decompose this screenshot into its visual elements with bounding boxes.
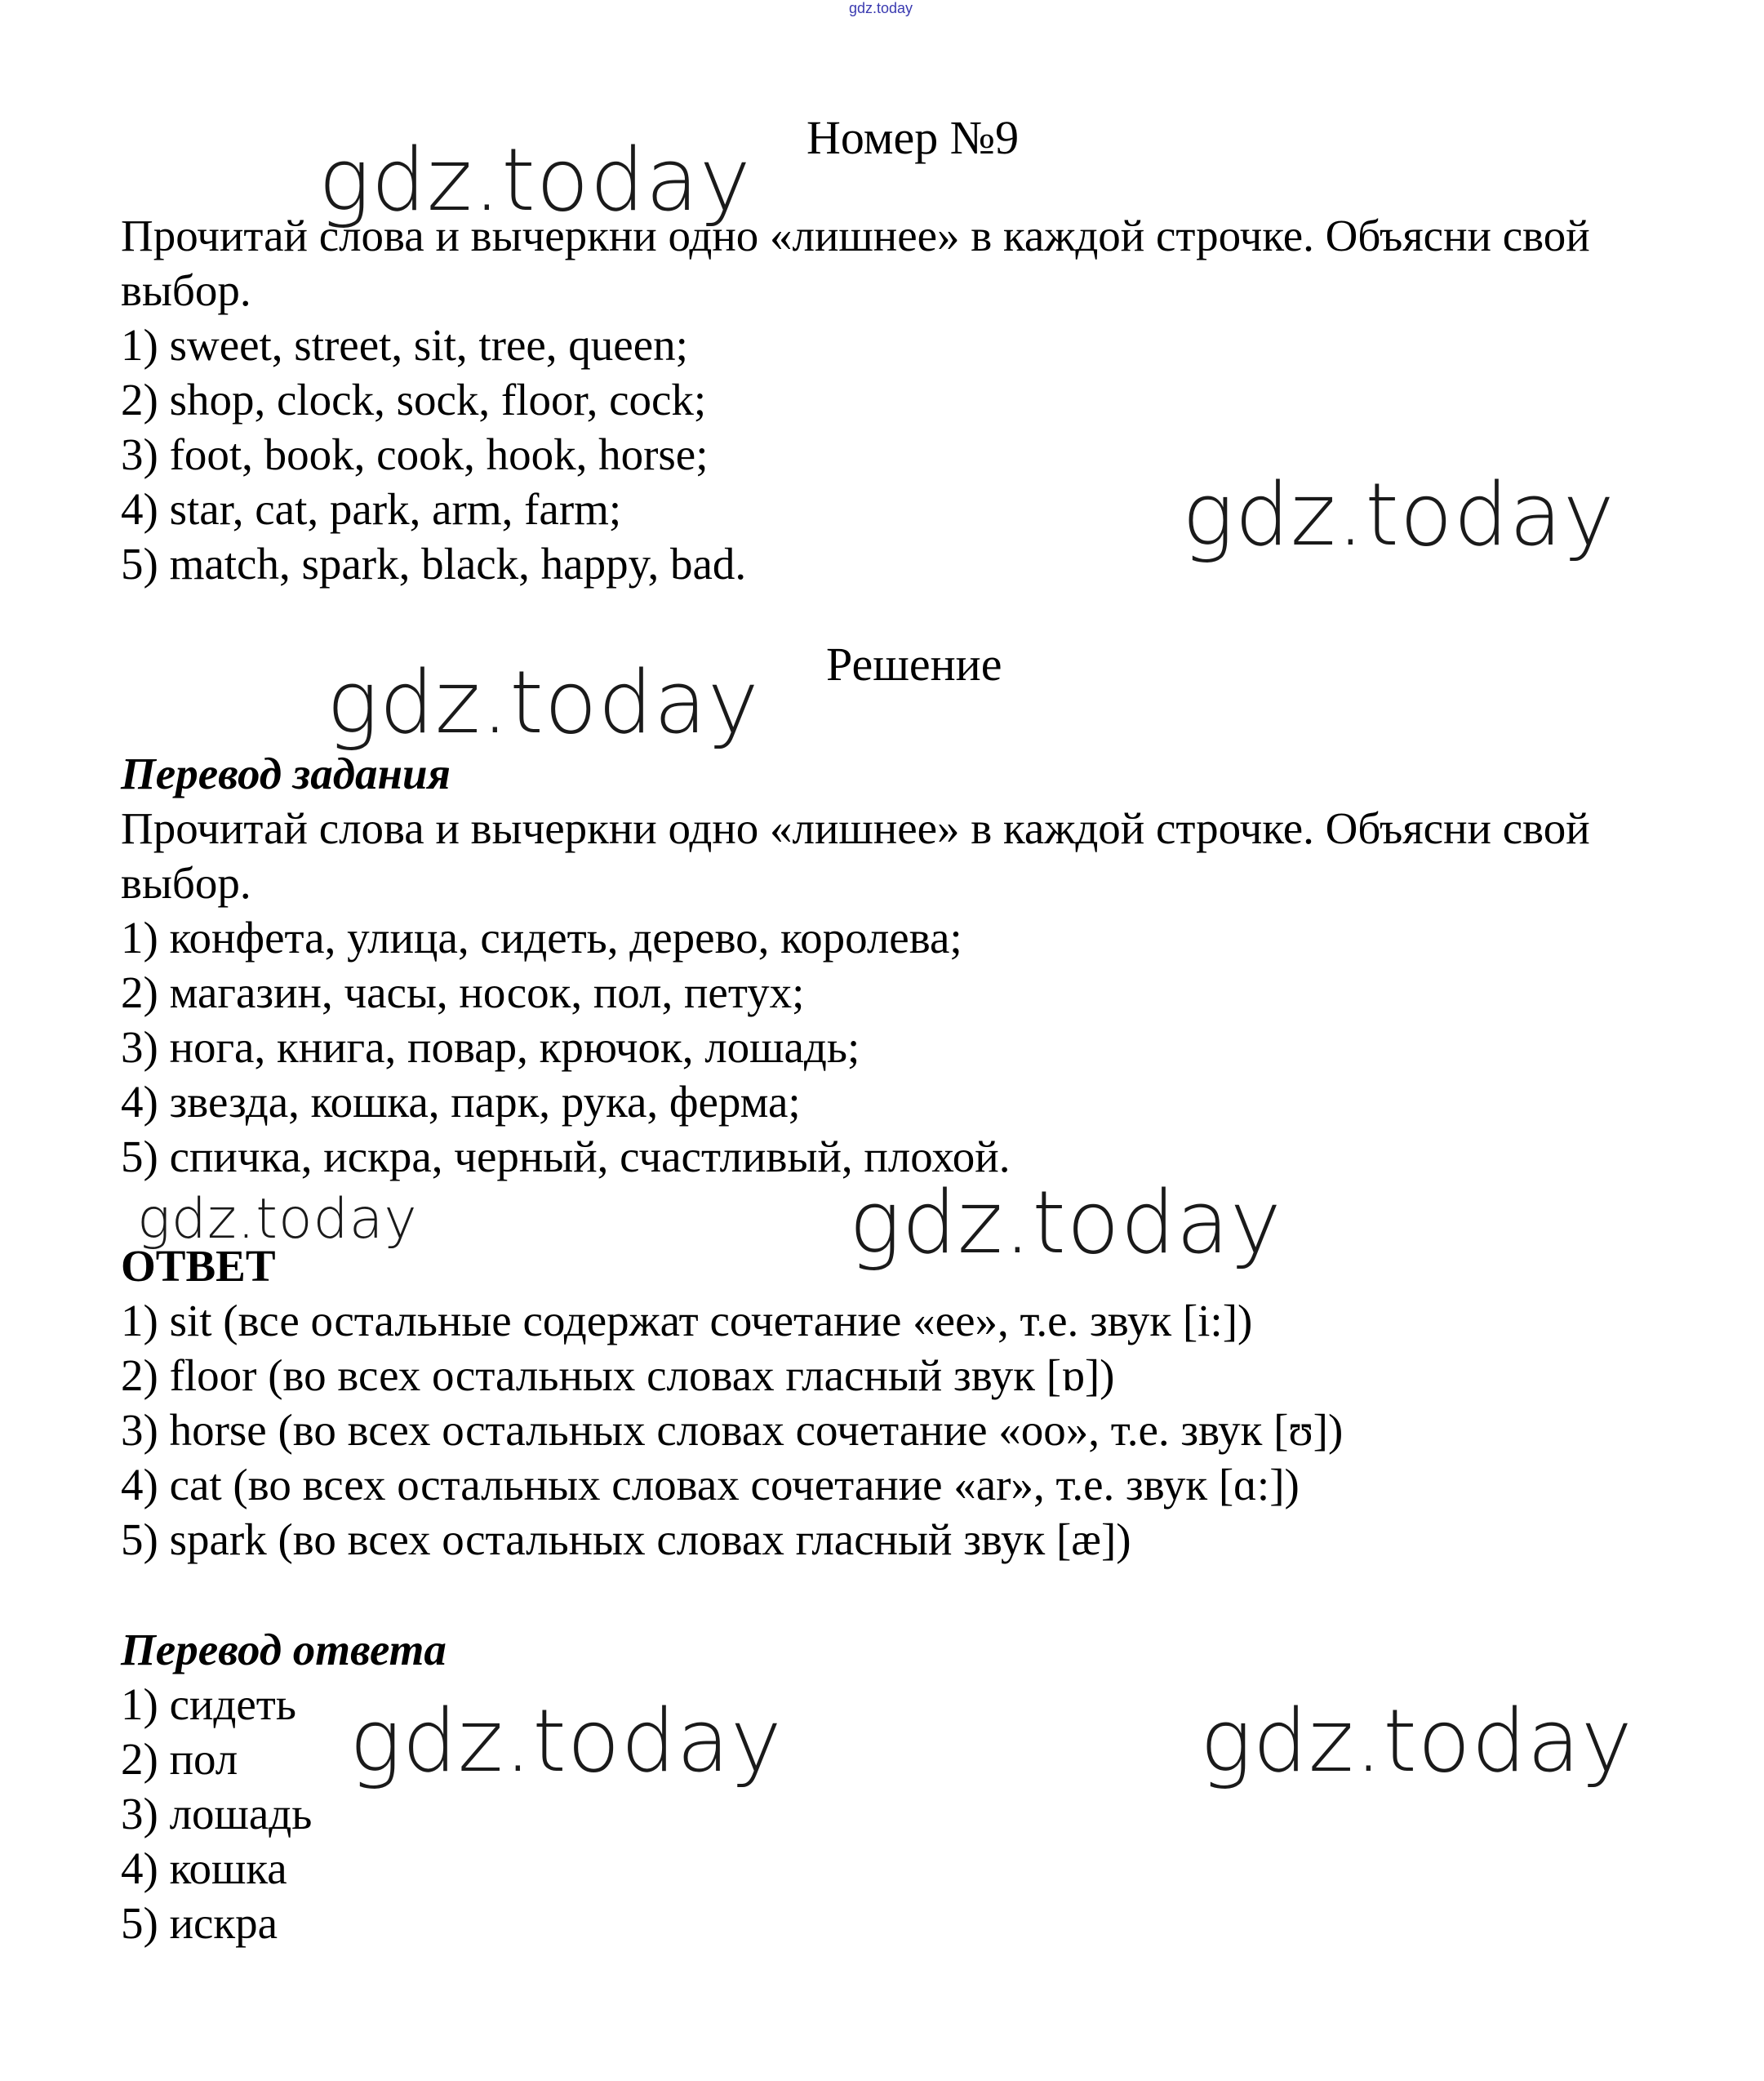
task-instruction: Прочитай слова и вычеркни одно «лишнее» в каждой строчке. Объясни свой выбор.: [121, 211, 1590, 315]
answer-item: 4) cat (во всех остальных словах сочетание «ar», т.е. звук [ɑ:]): [121, 1460, 1300, 1510]
watermark: gdz.today: [349, 1691, 783, 1791]
task-translation-title: Перевод задания: [121, 749, 451, 798]
solution-heading: Решение: [826, 638, 1002, 691]
answer-item: 3) horse (во всех остальных словах сочетание «оо», т.е. звук [ʊ]): [121, 1405, 1344, 1455]
task-item: 5) match, spark, black, happy, bad.: [121, 539, 747, 589]
task-translation-instruction: Прочитай слова и вычеркни одно «лишнее» в каждой строчке. Объясни свой выбор.: [121, 803, 1590, 908]
top-watermark: gdz.today: [849, 0, 913, 16]
task-item: 3) foot, book, cook, hook, horse;: [121, 429, 709, 479]
answer-item: 2) floor (во всех остальных словах гласный звук [ɒ]): [121, 1350, 1115, 1400]
task-translation-item: 2) магазин, часы, носок, пол, петух;: [121, 967, 805, 1017]
watermark: gdz.today: [318, 130, 752, 230]
answer-item: 5) spark (во всех остальных словах гласный звук [æ]): [121, 1514, 1131, 1564]
answer-section: [121, 1238, 1672, 1567]
answer-translation-title: Перевод ответа: [121, 1625, 447, 1674]
task-translation-item: 4) звезда, кошка, парк, рука, ферма;: [121, 1077, 801, 1127]
answer-translation-item: 3) лошадь: [121, 1789, 313, 1839]
watermark: gdz.today: [1200, 1691, 1633, 1791]
watermark: gdz.today: [849, 1172, 1282, 1273]
task-item: 2) shop, clock, sock, floor, cock;: [121, 375, 707, 425]
task-translation-section: [121, 746, 1672, 1184]
page-title: Номер №9: [806, 111, 1020, 164]
task-translation-item: 5) спичка, искра, черный, счастливый, плохой.: [121, 1132, 1011, 1181]
task-item: 1) sweet, street, sit, tree, queen;: [121, 320, 688, 370]
watermark: gdz.today: [1182, 465, 1615, 565]
answer-title: ОТВЕТ: [121, 1241, 276, 1291]
answer-translation-item: 4) кошка: [121, 1843, 287, 1893]
watermark: gdz.today: [137, 1187, 418, 1252]
answer-item: 1) sit (все остальные содержат сочетание «ее», т.е. звук [i:]): [121, 1296, 1253, 1345]
task-translation-item: 3) нога, книга, повар, крючок, лошадь;: [121, 1022, 860, 1072]
task-item: 4) star, cat, park, arm, farm;: [121, 484, 622, 534]
watermark: gdz.today: [327, 652, 760, 753]
task-translation-item: 1) конфета, улица, сидеть, дерево, королева;: [121, 913, 962, 963]
answer-translation-item: 5) искра: [121, 1898, 278, 1948]
answer-translation-item: 2) пол: [121, 1734, 238, 1784]
answer-translation-item: 1) сидеть: [121, 1679, 296, 1729]
